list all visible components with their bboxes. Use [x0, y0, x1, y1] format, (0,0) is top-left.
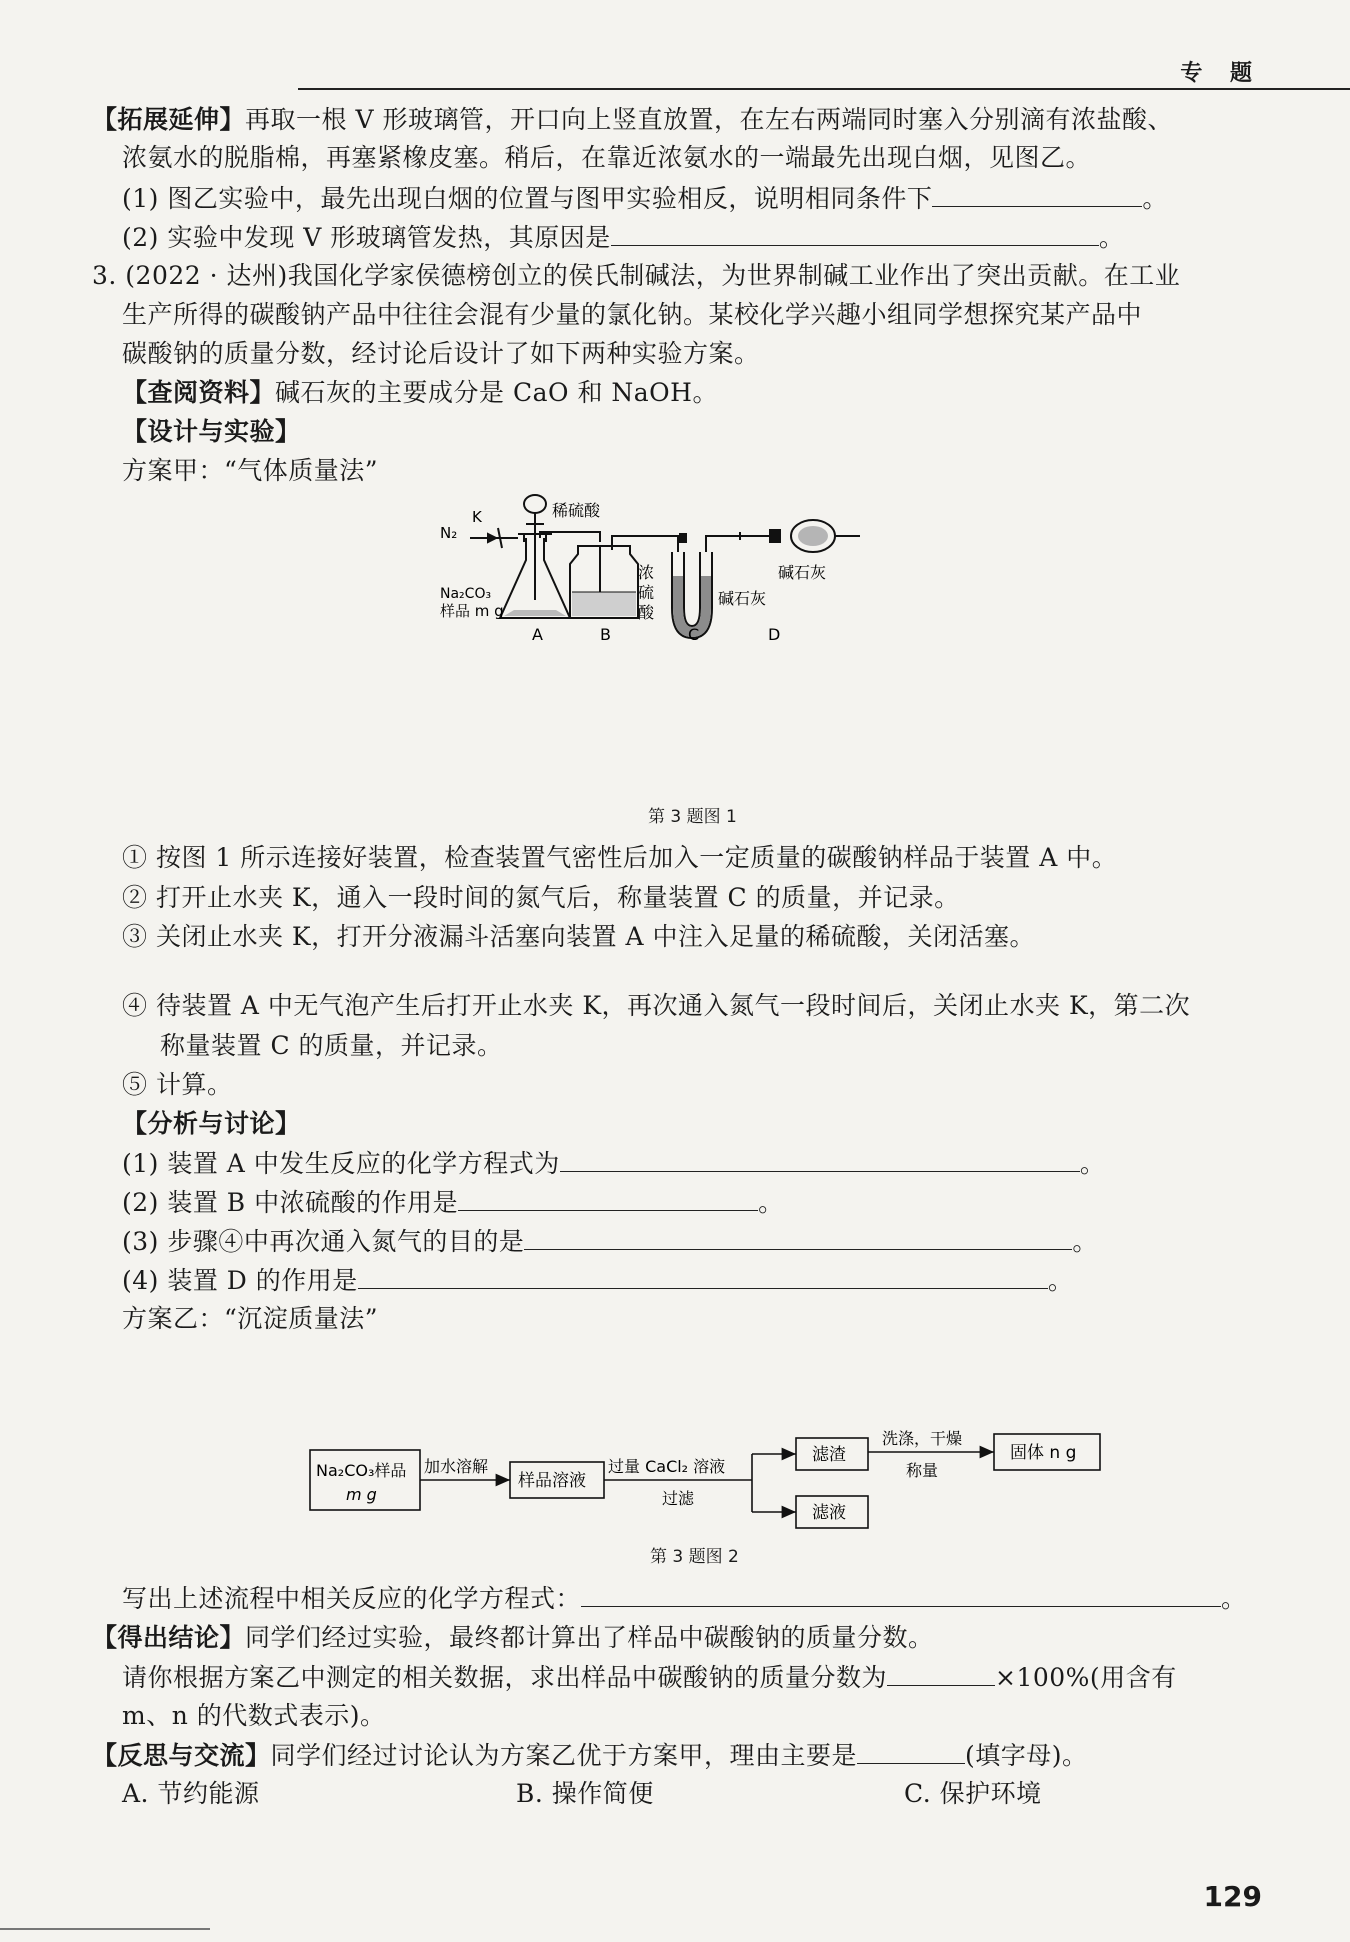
answer-blank[interactable] [358, 1262, 1048, 1289]
reflection-text: 同学们经过讨论认为方案乙优于方案甲，理由主要是 [270, 1741, 858, 1770]
extension-q2-text: (2) 实验中发现 V 形玻璃管发热，其原因是 [122, 223, 611, 252]
dilute-acid-label: 稀硫酸 [552, 501, 601, 520]
flow-filter-label: 过滤 [662, 1489, 695, 1508]
separatory-funnel-icon [524, 495, 546, 513]
flow-sample-label: Na₂CO₃样品 [316, 1461, 407, 1480]
conc-label-3: 酸 [638, 603, 655, 622]
label-c: C [688, 625, 700, 644]
answer-blank[interactable] [581, 1580, 1221, 1607]
period: 。 [1142, 184, 1168, 213]
lime-d-label: 碱石灰 [778, 563, 827, 582]
answer-blank[interactable] [524, 1223, 1072, 1250]
step-4-continued: 称量装置 C 的质量，并记录。 [160, 1031, 503, 1060]
option-b[interactable]: B. 操作简便 [516, 1779, 654, 1808]
reference-label: 【查阅资料】 [122, 378, 276, 407]
reflection-label: 【反思与交流】 [92, 1741, 271, 1770]
extension-question-2 [122, 219, 1124, 256]
figure-2-caption: 第 3 题图 2 [650, 1547, 739, 1567]
period: 。 [758, 1188, 784, 1217]
reference-line [122, 375, 718, 411]
answer-blank[interactable] [560, 1145, 1080, 1172]
reflection-hint: (填字母)。 [965, 1741, 1088, 1770]
analysis-q3 [122, 1223, 1098, 1260]
extension-line-1 [92, 102, 1173, 138]
extension-text-1: 再取一根 V 形玻璃管，开口向上竖直放置，在左右两端同时塞入分别滴有浓盐酸、 [245, 105, 1173, 134]
step-5: ⑤ 计算。 [122, 1070, 233, 1099]
conc-label-2: 硫 [638, 583, 655, 602]
extension-heading: 【拓展延伸】 [92, 105, 246, 134]
answer-blank[interactable] [932, 180, 1142, 207]
bottom-rule [0, 1928, 210, 1930]
conclusion-suffix: ×100%(用含有 [995, 1663, 1177, 1692]
conclusion-line-1 [92, 1620, 934, 1656]
period: 。 [1221, 1584, 1247, 1613]
problem3-line-3: 碳酸钠的质量分数，经讨论后设计了如下两种实验方案。 [122, 339, 760, 368]
extension-question-1 [122, 180, 1168, 217]
design-heading: 【设计与实验】 [122, 417, 301, 446]
analysis-q1-text: (1) 装置 A 中发生反应的化学方程式为 [122, 1149, 560, 1178]
flow-residue-label: 滤渣 [812, 1445, 846, 1465]
period: 。 [1079, 1149, 1106, 1178]
flow-chart [300, 1420, 1120, 1540]
flow-sample-mass: m g [346, 1485, 377, 1504]
write-equation-text: 写出上述流程中相关反应的化学方程式： [122, 1584, 582, 1613]
analysis-q2-text: (2) 装置 B 中浓硫酸的作用是 [122, 1188, 459, 1217]
step-3: ③ 关闭止水夹 K，打开分液漏斗活塞向装置 A 中注入足量的稀硫酸，关闭活塞。 [122, 922, 1036, 951]
analysis-q2 [122, 1184, 784, 1221]
arrow-icon [488, 534, 496, 542]
conc-label-1: 浓 [638, 563, 655, 582]
conclusion-label: 【得出结论】 [92, 1623, 246, 1652]
analysis-q4 [122, 1262, 1073, 1299]
answer-blank[interactable] [458, 1184, 758, 1211]
step-1: ① 按图 1 所示连接好装置，检查装置气密性后加入一定质量的碳酸钠样品于装置 A 中。 [122, 843, 1118, 872]
conclusion-text: 同学们经过实验，最终都计算出了样品中碳酸钠的质量分数。 [245, 1623, 934, 1652]
period: 。 [1072, 1227, 1098, 1256]
plan-a-title: 方案甲：“气体质量法” [122, 456, 379, 485]
plan-b-title: 方案乙：“沉淀质量法” [122, 1304, 379, 1333]
extension-line-2: 浓氨水的脱脂棉，再塞紧橡皮塞。稍后，在靠近浓氨水的一端最先出现白烟，见图乙。 [122, 143, 1092, 172]
option-c[interactable]: C. 保护环境 [904, 1779, 1042, 1808]
label-a: A [532, 625, 543, 644]
apparatus-diagram [440, 490, 960, 650]
option-a[interactable]: A. 节约能源 [122, 1779, 260, 1808]
conclusion-line-3: m、n 的代数式表示)。 [122, 1701, 386, 1730]
problem3-line-1: 3. (2022 · 达州)我国化学家侯德榜创立的侯氏制碱法，为世界制碱工业作出了突出贡献。在工业 [92, 261, 1181, 290]
reflection-line [92, 1737, 1088, 1774]
sample-formula-label: Na₂CO₃ [440, 586, 492, 602]
page-number: 129 [1203, 1880, 1262, 1913]
n2-label: N₂ [440, 524, 458, 542]
label-d: D [768, 625, 781, 644]
period: 。 [1047, 1266, 1074, 1295]
extension-q1-text: (1) 图乙实验中，最先出现白烟的位置与图甲实验相反，说明相同条件下 [122, 184, 933, 213]
figure-1-caption: 第 3 题图 1 [648, 807, 737, 827]
label-b: B [600, 625, 611, 644]
period: 。 [1098, 223, 1125, 252]
clamp-k-label: K [472, 508, 482, 526]
conclusion-question: 请你根据方案乙中测定的相关数据，求出样品中碳酸钠的质量分数为 [122, 1663, 888, 1692]
flow-weigh-label: 称量 [906, 1461, 939, 1480]
lime-c-label: 碱石灰 [718, 589, 767, 608]
flow-wash-label: 洗涤，干燥 [882, 1429, 963, 1448]
answer-blank[interactable] [887, 1659, 995, 1686]
analysis-q4-text: (4) 装置 D 的作用是 [122, 1266, 358, 1295]
flow-solution-label: 样品溶液 [518, 1471, 586, 1491]
analysis-q3-text: (3) 步骤④中再次通入氮气的目的是 [122, 1227, 525, 1256]
problem3-line-2: 生产所得的碳酸钠产品中往往会混有少量的氯化钠。某校化学兴趣小组同学想探究某产品中 [122, 300, 1143, 329]
flow-arrow1-label: 加水溶解 [424, 1457, 489, 1476]
answer-blank[interactable] [857, 1737, 965, 1764]
reference-text: 碱石灰的主要成分是 CaO 和 NaOH。 [275, 378, 718, 407]
step-4: ④ 待装置 A 中无气泡产生后打开止水夹 K，再次通入氮气一段时间后，关闭止水夹 K，第二次 [122, 991, 1191, 1020]
flow-filtrate-label: 滤液 [812, 1503, 846, 1523]
answer-blank[interactable] [611, 219, 1099, 246]
conclusion-line-2 [122, 1659, 1177, 1696]
header-rule [298, 88, 1350, 90]
flow-solid-label: 固体 n g [1010, 1443, 1077, 1463]
sample-mass-label: 样品 m g [440, 602, 504, 620]
analysis-heading: 【分析与讨论】 [122, 1109, 301, 1138]
step-2: ② 打开止水夹 K，通入一段时间的氮气后，称量装置 C 的质量，并记录。 [122, 883, 960, 912]
analysis-q1 [122, 1145, 1105, 1182]
write-equation [122, 1580, 1247, 1617]
flow-arrow2-label: 过量 CaCl₂ 溶液 [608, 1457, 726, 1476]
header-title: 专 题 [1180, 61, 1262, 86]
